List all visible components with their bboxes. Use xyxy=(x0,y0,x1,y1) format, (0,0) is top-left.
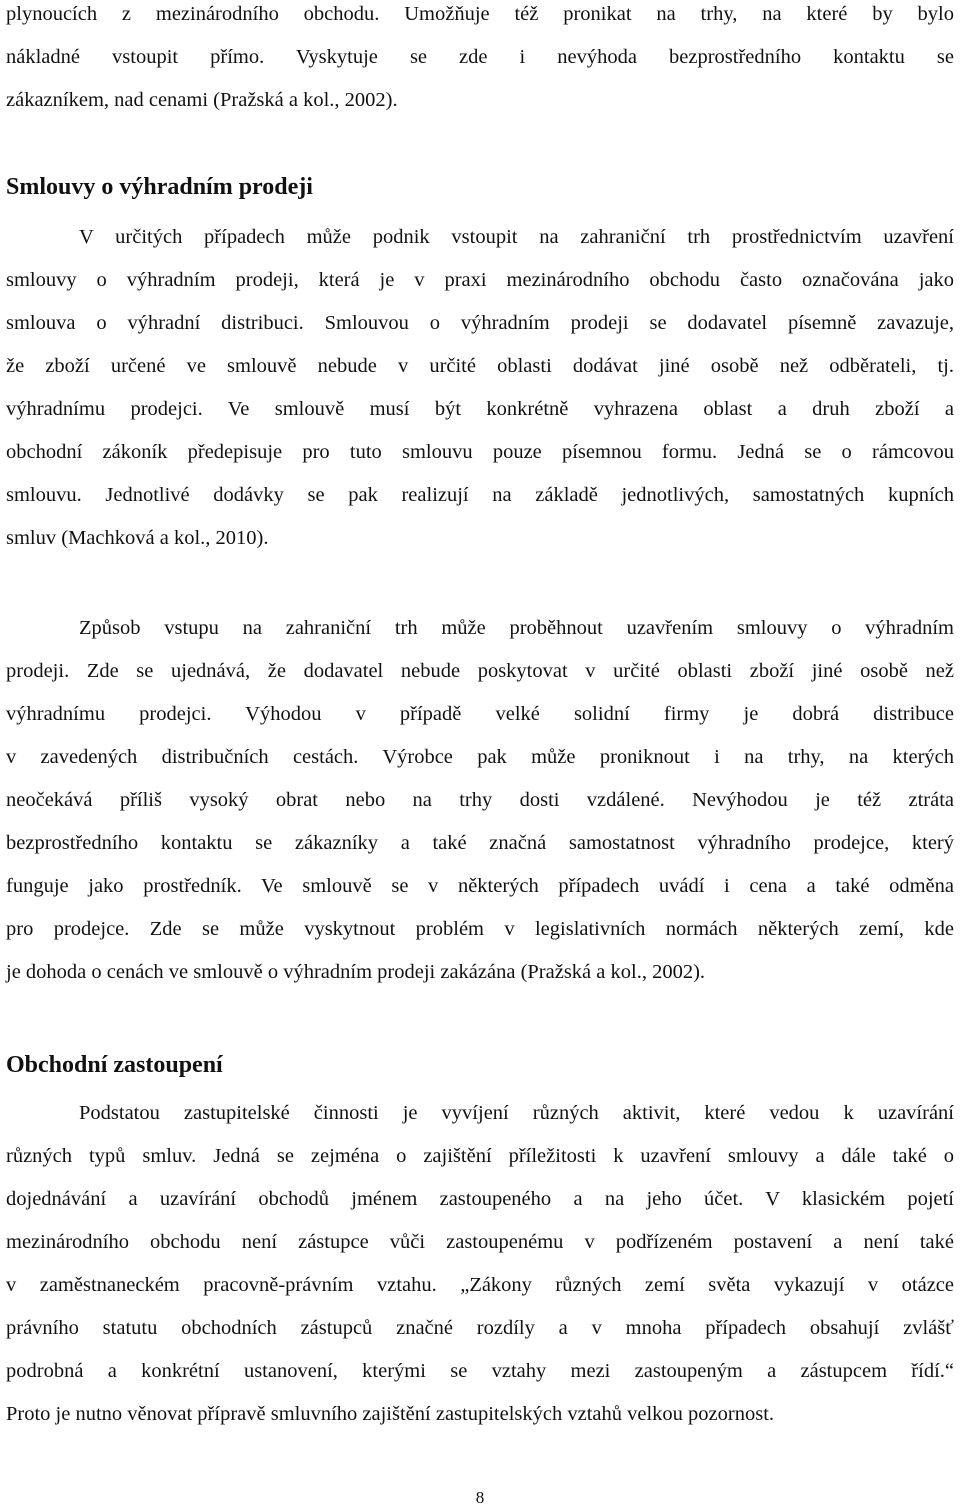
s1p1-line-8: smluv (Machková a kol., 2010). xyxy=(6,527,269,549)
s1p1-line-3: smlouva o výhradní distribuci. Smlouvou o výhradním prodeji se dodavatel písemně zavazuje, xyxy=(6,312,954,334)
s2p1-line-5: v zaměstnaneckém pracovně-právním vztahu. „Zákony různých zemí světa vykazují v otázce xyxy=(6,1274,954,1296)
s1p2-line-2: prodeji. Zde se ujednává, že dodavatel nebude poskytovat v určité oblasti zboží jiné osobě než xyxy=(6,660,954,682)
intro-line-3: zákazníkem, nad cenami (Pražská a kol., 2002). xyxy=(6,89,398,111)
s1p2-line-3: výhradnímu prodejci. Výhodou v případě velké solidní firmy je dobrá distribuce xyxy=(6,703,954,725)
s2p1-line-7: podrobná a konkrétní ustanovení, kterými se vztahy mezi zastoupeným a zástupcem řídí.“ xyxy=(6,1360,954,1382)
intro-line-1: plynoucích z mezinárodního obchodu. Umožňuje též pronikat na trhy, na které by bylo xyxy=(6,3,954,25)
section-heading-exclusive-sale: Smlouvy o výhradním prodeji xyxy=(6,174,313,200)
s1p1-line-7: smlouvu. Jednotlivé dodávky se pak realizují na základě jednotlivých, samostatných kupních xyxy=(6,484,954,506)
s1p1-line-2: smlouvy o výhradním prodeji, která je v praxi mezinárodního obchodu často označována jako xyxy=(6,269,954,291)
s2p1-line-8: Proto je nutno věnovat přípravě smluvního zajištění zastupitelských vztahů velkou pozornost. xyxy=(6,1403,775,1425)
s1p2-line-8: pro prodejce. Zde se může vyskytnout problém v legislativních normách některých zemí, kde xyxy=(6,918,954,940)
s1p1-line-1: V určitých případech může podnik vstoupit na zahraniční trh prostřednictvím uzavření xyxy=(79,226,954,248)
s1p2-line-4: v zavedených distribučních cestách. Výrobce pak může proniknout i na trhy, na kterých xyxy=(6,746,954,768)
s1p1-line-5: výhradnímu prodejci. Ve smlouvě musí být konkrétně vyhrazena oblast a druh zboží a xyxy=(6,398,954,420)
s1p2-line-6: bezprostředního kontaktu se zákazníky a také značná samostatnost výhradního prodejce, který xyxy=(6,832,954,854)
s2p1-line-4: mezinárodního obchodu není zástupce vůči zastoupenému v podřízeném postavení a není také xyxy=(6,1231,954,1253)
s1p1-line-4: že zboží určené ve smlouvě nebude v určité oblasti dodávat jiné osobě než odběrateli, tj. xyxy=(6,355,954,377)
s2p1-line-6: právního statutu obchodních zástupců značné rozdíly a v mnoha případech obsahují zvlášť xyxy=(6,1317,954,1339)
page-number: 8 xyxy=(475,1488,485,1507)
s1p2-line-1: Způsob vstupu na zahraniční trh může proběhnout uzavřením smlouvy o výhradním xyxy=(79,617,954,639)
s1p2-line-5: neočekává příliš vysoký obrat nebo na trhy dosti vzdálené. Nevýhodou je též ztráta xyxy=(6,789,954,811)
s1p1-line-6: obchodní zákoník předepisuje pro tuto smlouvu pouze písemnou formu. Jedná se o rámcovou xyxy=(6,441,954,463)
s2p1-line-3: dojednávání a uzavírání obchodů jménem zastoupeného a na jeho účet. V klasickém pojetí xyxy=(6,1188,954,1210)
intro-line-2: nákladné vstoupit přímo. Vyskytuje se zde i nevýhoda bezprostředního kontaktu se xyxy=(6,46,954,68)
s2p1-line-2: různých typů smluv. Jedná se zejména o zajištění příležitosti k uzavření smlouvy a dále také o xyxy=(6,1145,954,1167)
s1p2-line-7: funguje jako prostředník. Ve smlouvě se v některých případech uvádí i cena a také odměna xyxy=(6,875,954,897)
section-heading-commercial-agency: Obchodní zastoupení xyxy=(6,1052,223,1078)
s2p1-line-1: Podstatou zastupitelské činnosti je vyvíjení různých aktivit, které vedou k uzavírání xyxy=(79,1102,954,1124)
s1p2-line-9: je dohoda o cenách ve smlouvě o výhradním prodeji zakázána (Pražská a kol., 2002). xyxy=(6,961,706,983)
